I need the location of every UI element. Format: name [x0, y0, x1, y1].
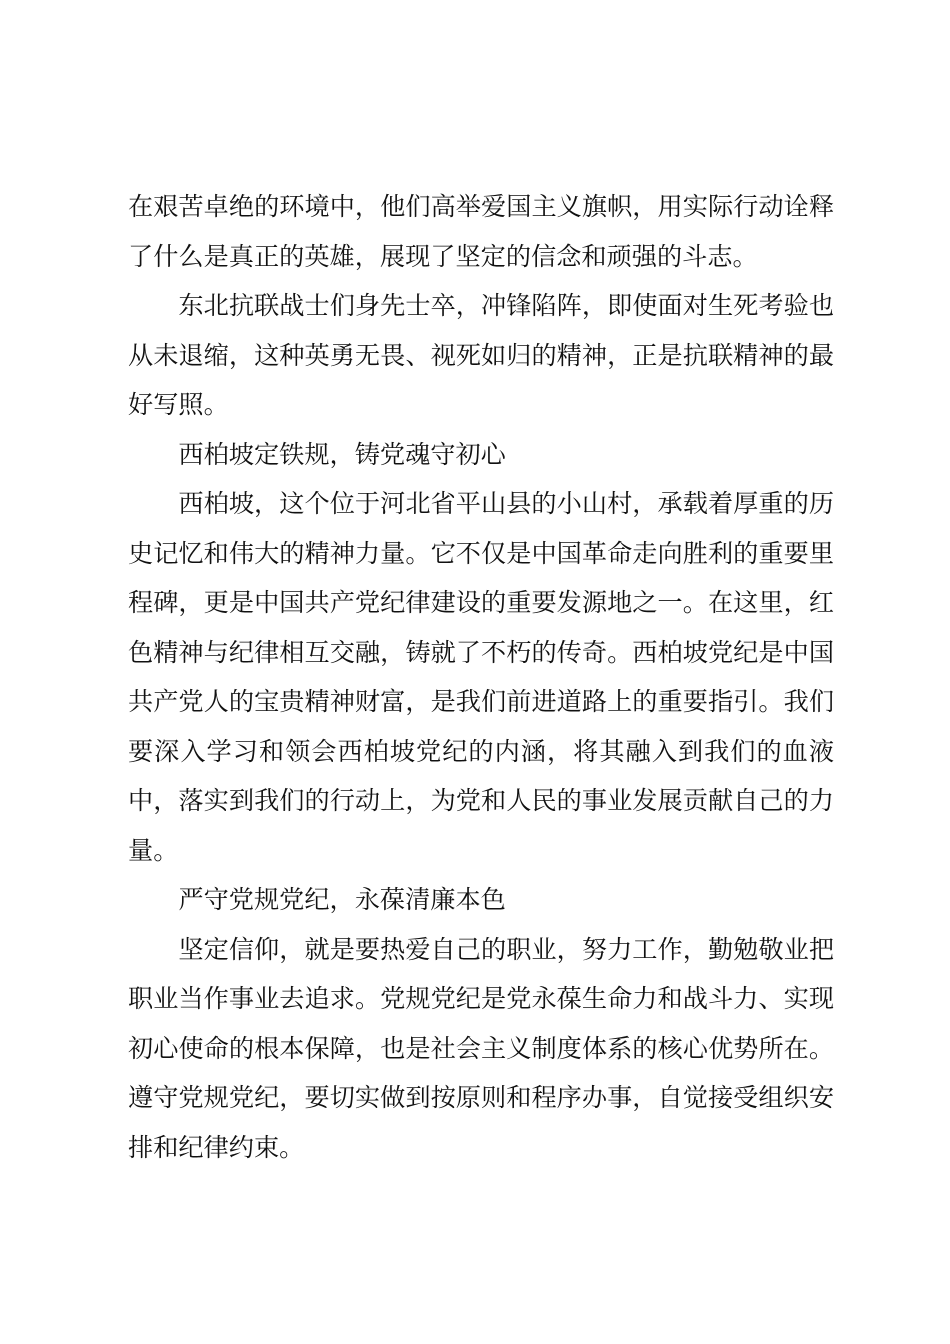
section-heading-discipline: 严守党规党纪，永葆清廉本色 — [178, 885, 506, 914]
section-heading-xibaipo: 西柏坡定铁规，铸党魂守初心 — [178, 439, 506, 469]
paragraph-discipline: 坚定信仰，就是要热爱自己的职业，努力工作，勤勉敬业把职业当作事业去追求。党规党纪是党永葆生命力和战斗力、实现初心使命的根本保障，也是社会主义制度体系的核心优势所在。遵守党规党纪，要切实做到按原则和程序办事，自觉接受组织安排和纪律约束。 — [128, 934, 834, 1162]
paragraph-continuation: 在艰苦卓绝的环境中，他们高举爱国主义旗帜，用实际行动诠释了什么是真正的英雄，展现了坚定的信念和顽强的斗志。 — [128, 192, 834, 271]
paragraph-xibaipo: 西柏坡，这个位于河北省平山县的小山村，承载着厚重的历史记忆和伟大的精神力量。它不仅是中国革命走向胜利的重要里程碑，更是中国共产党纪律建设的重要发源地之一。在这里，红色精神与纪律相互交融，铸就了不朽的传奇。西柏坡党纪是中国共产党人的宝贵精神财富，是我们前进道路上的重要指引。我们要深入学习和领会西柏坡党纪的内涵，将其融入到我们的血液中，落实到我们的行动上，为党和人民的事业发展贡献自己的力量。 — [128, 489, 834, 865]
document-body — [128, 182, 834, 1172]
paragraph-anti-japanese-spirit: 东北抗联战士们身先士卒，冲锋陷阵，即使面对生死考验也从未退缩，这种英勇无畏、视死如归的精神，正是抗联精神的最好写照。 — [128, 291, 834, 419]
